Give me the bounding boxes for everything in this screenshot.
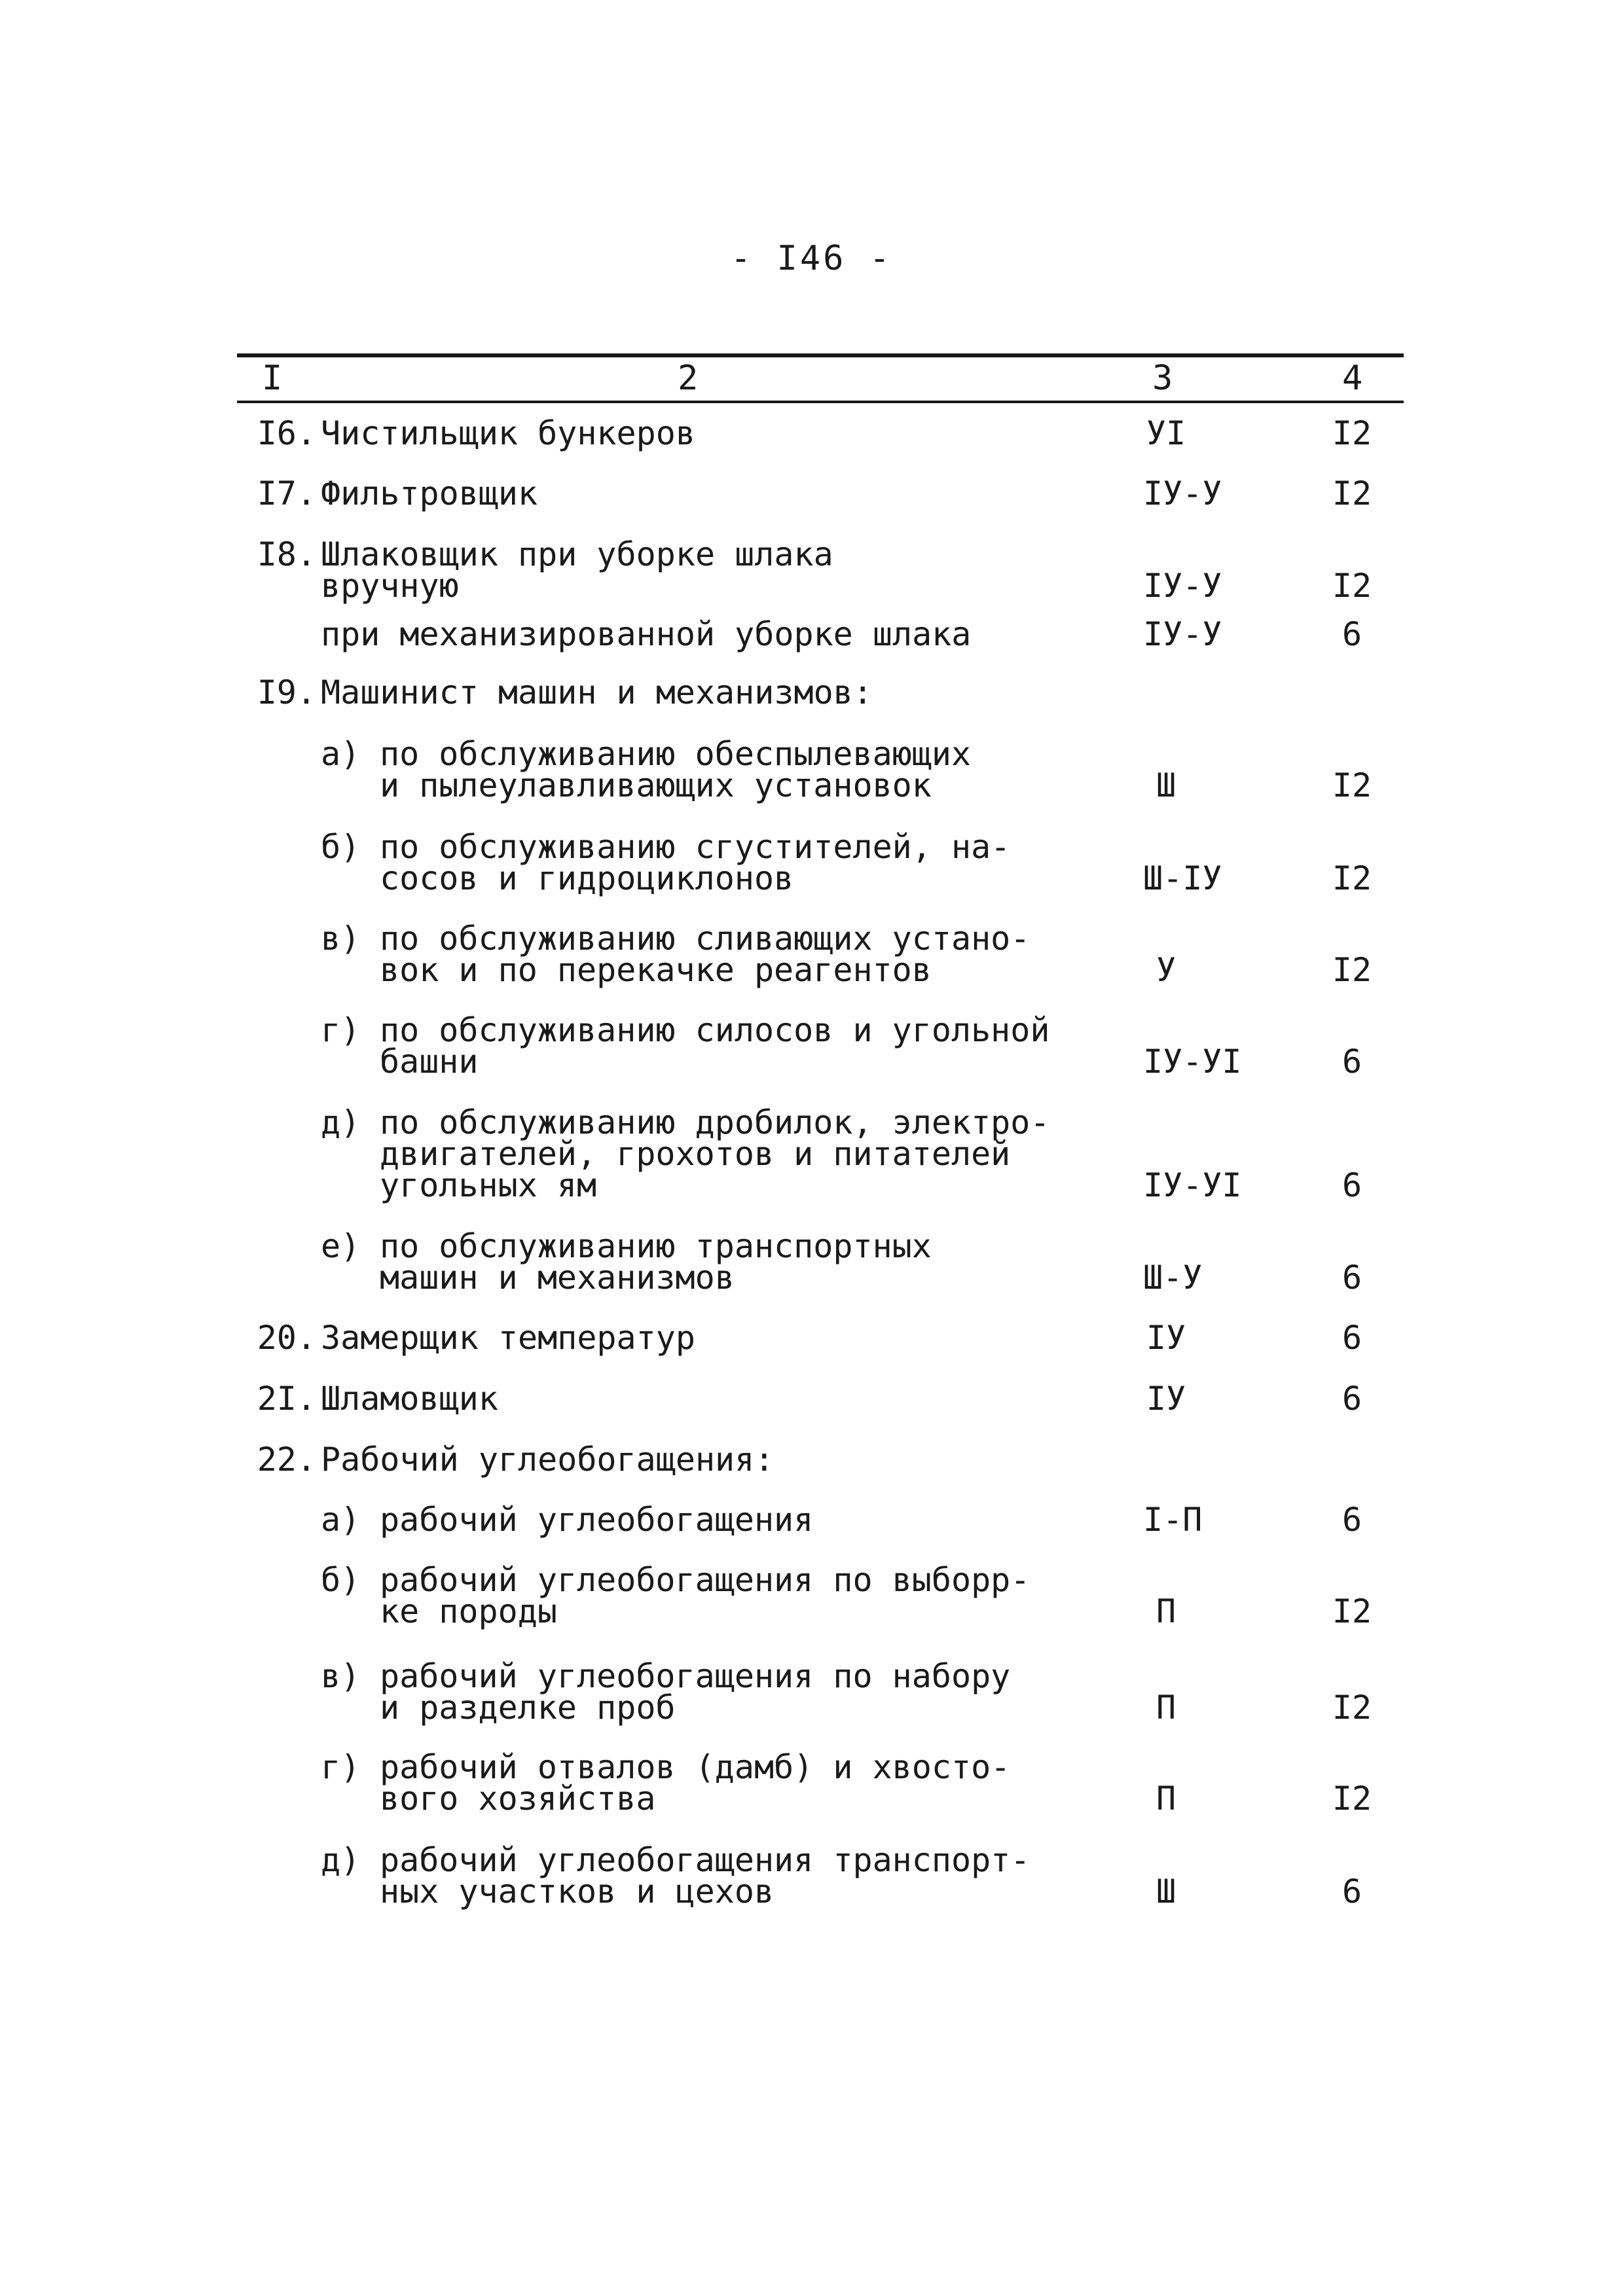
row-hours: 6 (1341, 1166, 1362, 1204)
row-description: Машинист машин и механизмов: (321, 673, 873, 711)
row-letter: г) (321, 1011, 361, 1049)
row-letter: б) (321, 1561, 361, 1599)
row-description: по обслуживанию дробилок, электро- двигателей, грохотов и питателей угольных ям (380, 1103, 1050, 1204)
row-hours: I2 (1332, 1689, 1372, 1727)
row-grade: IУ-У (1143, 475, 1222, 512)
row-hours: I2 (1332, 475, 1372, 512)
row-grade: IУ-УI (1143, 1043, 1242, 1081)
row-description: рабочий углеобогащения (380, 1501, 814, 1539)
row-hours: I2 (1332, 1592, 1372, 1630)
row-letter: е) (321, 1227, 361, 1265)
row-hours: I2 (1332, 766, 1372, 804)
row-hours: I2 (1332, 414, 1372, 452)
row-description: рабочий отвалов (дамб) и хвосто- вого хозяйства (380, 1748, 1011, 1818)
row-grade: П (1156, 1780, 1176, 1818)
row-grade: IУ-У (1143, 567, 1222, 605)
row-letter: в) (321, 920, 361, 958)
row-number: 2I. (257, 1380, 316, 1418)
row-grade: П (1156, 1689, 1176, 1727)
row-description: по обслуживанию сливающих устано- вок и по перекачке реагентов (380, 920, 1030, 989)
row-grade: IУ (1146, 1319, 1186, 1357)
row-letter: б) (321, 828, 361, 866)
row-hours: 6 (1341, 1501, 1362, 1539)
row-grade: Ш (1156, 766, 1176, 804)
row-number: I9. (257, 673, 316, 711)
row-hours: 6 (1341, 1319, 1362, 1357)
row-number: 22. (257, 1441, 316, 1479)
row-hours: 6 (1341, 1043, 1362, 1081)
column-header-4: 4 (1342, 359, 1363, 398)
row-grade: Ш-У (1143, 1259, 1203, 1297)
row-hours: I2 (1332, 951, 1372, 989)
row-number: I6. (257, 414, 316, 452)
row-description: по обслуживанию силосов и угольной башни (380, 1011, 1050, 1081)
row-grade: IУ-У (1143, 615, 1222, 653)
row-description: по обслуживанию обеспылевающих и пылеулавливающих установок (380, 735, 972, 804)
row-grade: I-П (1143, 1501, 1203, 1539)
row-description: Замерщик температур (321, 1319, 695, 1357)
row-number: I8. (257, 535, 316, 573)
page-number: - I46 - (730, 239, 893, 278)
row-description: Шламовщик (321, 1380, 498, 1418)
row-letter: в) (321, 1657, 361, 1695)
row-number: 20. (257, 1319, 316, 1357)
row-grade: IУ (1146, 1380, 1186, 1418)
row-description: рабочий углеобогащения транспорт- ных участков и цехов (380, 1841, 1030, 1910)
column-header-3: 3 (1152, 359, 1173, 398)
row-description: Шлаковщик при уборке шлака вручную (321, 535, 833, 605)
row-letter: д) (321, 1103, 361, 1141)
row-grade: УI (1146, 414, 1186, 452)
row-description: при механизированной уборке шлака (321, 615, 972, 653)
row-description: рабочий углеобогащения по выборр- ке породы (380, 1561, 1030, 1630)
row-description: Чистильщик бункеров (321, 414, 695, 452)
row-hours: I2 (1332, 567, 1372, 605)
table-top-rule (237, 353, 1404, 357)
row-description: по обслуживанию транспортных машин и механизмов (380, 1227, 932, 1297)
row-description: Фильтровщик (321, 475, 538, 512)
row-hours: 6 (1341, 1259, 1362, 1297)
row-grade: IУ-УI (1143, 1166, 1242, 1204)
column-header-1: I (262, 359, 283, 398)
row-letter: д) (321, 1841, 361, 1879)
row-hours: I2 (1332, 1780, 1372, 1818)
row-hours: 6 (1341, 1380, 1362, 1418)
row-description: Рабочий углеобогащения: (321, 1441, 775, 1479)
row-hours: I2 (1332, 859, 1372, 897)
table-header-rule (237, 401, 1404, 403)
row-grade: П (1156, 1592, 1176, 1630)
row-grade: Ш-IУ (1143, 859, 1222, 897)
column-header-2: 2 (678, 359, 699, 398)
row-letter: а) (321, 735, 361, 773)
row-description: рабочий углеобогащения по набору и разделке проб (380, 1657, 1011, 1727)
row-description: по обслуживанию сгустителей, на- сосов и гидроциклонов (380, 828, 1011, 897)
row-letter: а) (321, 1501, 361, 1539)
row-number: I7. (257, 475, 316, 512)
row-grade: У (1156, 951, 1176, 989)
row-hours: 6 (1341, 1873, 1362, 1910)
row-letter: г) (321, 1748, 361, 1786)
row-hours: 6 (1341, 615, 1362, 653)
row-grade: Ш (1156, 1873, 1176, 1910)
